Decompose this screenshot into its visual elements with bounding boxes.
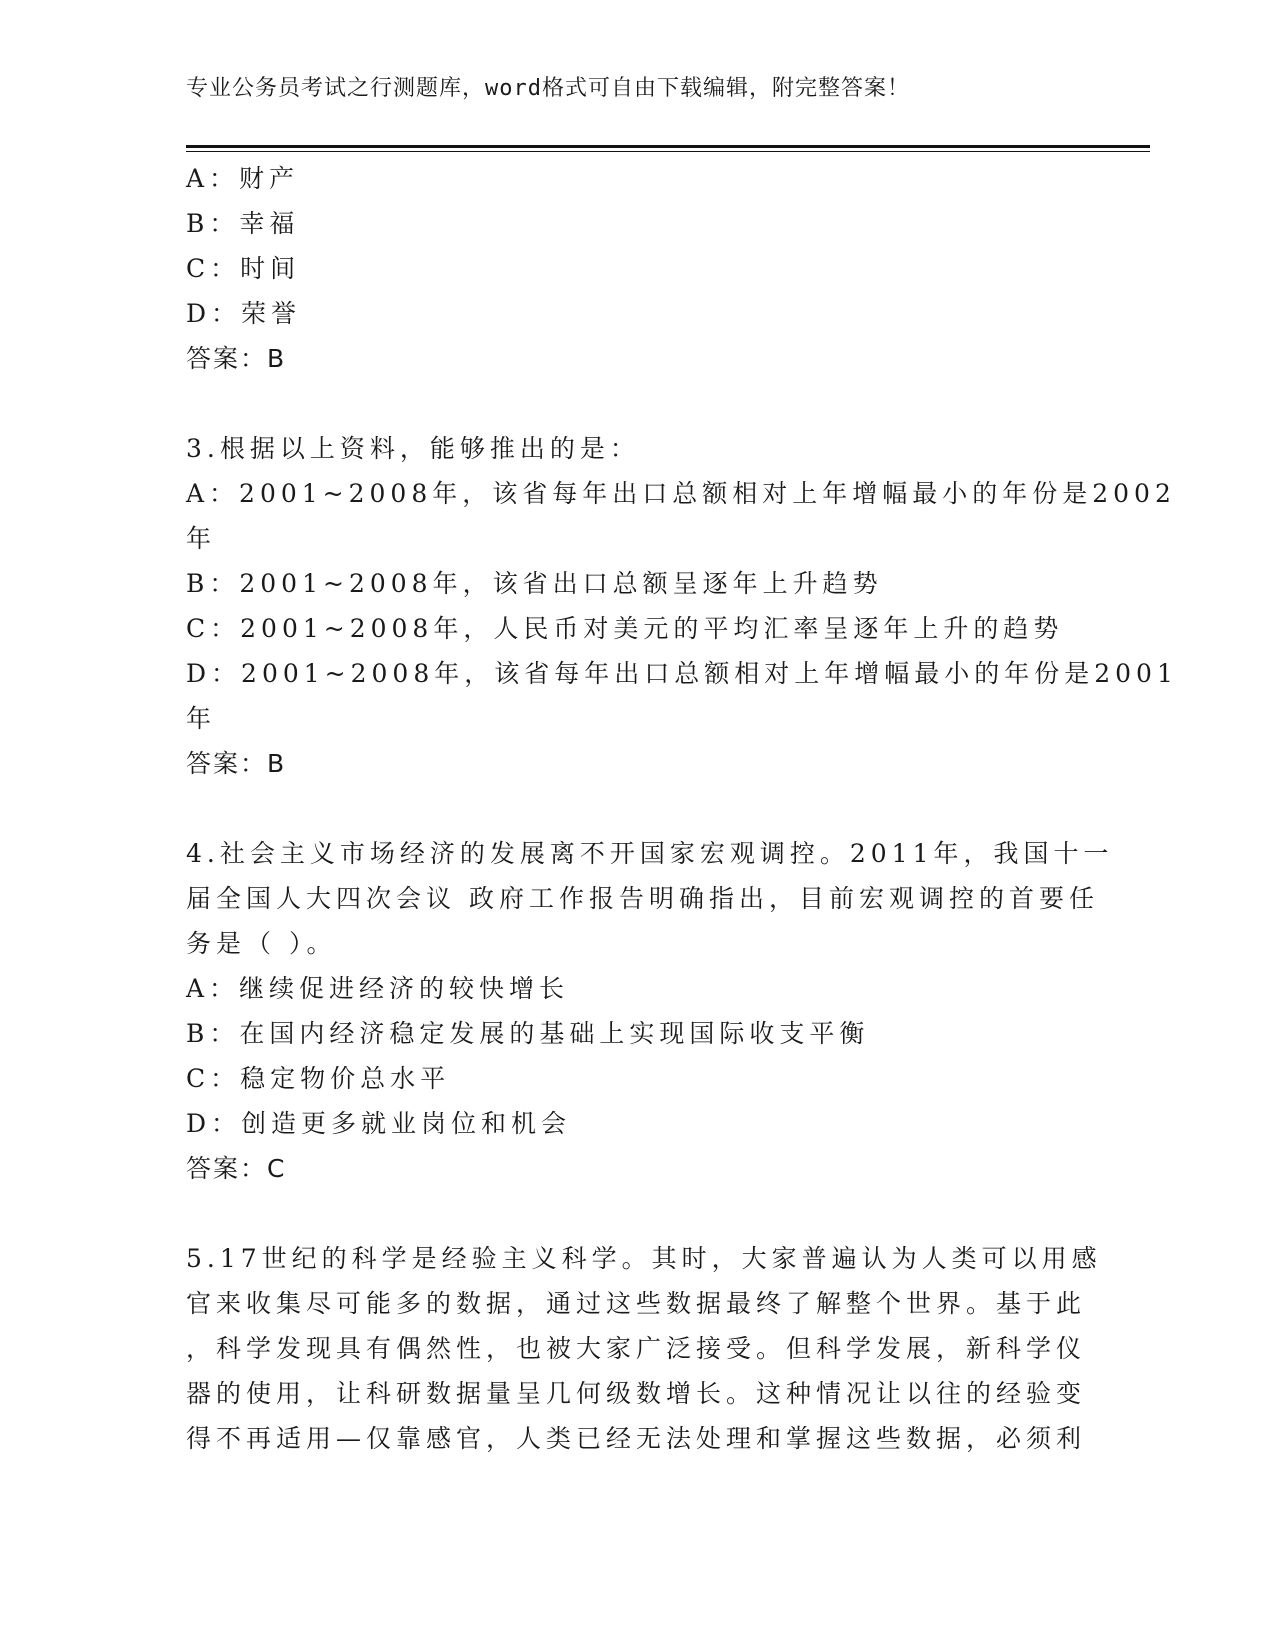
spacer — [186, 786, 1086, 831]
spacer — [186, 381, 1086, 426]
option-b: B：在国内经济稳定发展的基础上实现国际收支平衡 — [186, 1019, 870, 1048]
question-stem: 官来收集尽可能多的数据，通过这些数据最终了解整个世界。基于此 — [186, 1289, 1087, 1318]
answer-line: 答案：B — [186, 749, 287, 778]
option-d: D：2001~2008年，该省每年出口总额相对上年增幅最小的年份是2001 — [186, 659, 1178, 688]
question-block — [186, 156, 1086, 381]
answer-line: 答案：B — [186, 344, 287, 373]
option-a: A：继续促进经济的较快增长 — [186, 974, 570, 1003]
header-rule-thin — [186, 151, 1150, 152]
question-list — [186, 156, 1178, 1461]
option-d: D：荣誉 — [186, 299, 302, 328]
question-stem: 5.17世纪的科学是经验主义科学。其时，大家普遍认为人类可以用感 — [186, 1244, 1102, 1273]
option-c: C：2001~2008年，人民币对美元的平均汇率呈逐年上升的趋势 — [186, 614, 1064, 643]
question-stem: ，科学发现具有偶然性，也被大家广泛接受。但科学发展，新科学仪 — [186, 1334, 1087, 1363]
option-b: B：2001~2008年，该省出口总额呈逐年上升趋势 — [186, 569, 883, 598]
question-block — [186, 1236, 1102, 1461]
option-d: D：创造更多就业岗位和机会 — [186, 1109, 572, 1138]
question-block — [186, 426, 1178, 786]
question-stem: 得不再适用—仅靠感官，人类已经无法处理和掌握这些数据，必须利 — [186, 1424, 1087, 1453]
question-stem: 务是（ ）。 — [186, 929, 337, 958]
option-c: C：稳定物价总水平 — [186, 1064, 451, 1093]
header-rule-thick — [186, 145, 1150, 148]
question-block — [186, 831, 1114, 1191]
spacer — [186, 1191, 1086, 1236]
option-b: B：幸福 — [186, 209, 300, 238]
answer-line: 答案：C — [186, 1154, 287, 1183]
question-stem: 3.根据以上资料，能够推出的是： — [186, 434, 640, 463]
option-a: A：财产 — [186, 164, 300, 193]
option-d-wrap: 年 — [186, 704, 217, 733]
question-stem: 届全国人大四次会议 政府工作报告明确指出，目前宏观调控的首要任 — [186, 884, 1099, 913]
option-a: A：2001~2008年，该省每年出口总额相对上年增幅最小的年份是2002 — [186, 479, 1176, 508]
option-a-wrap: 年 — [186, 524, 217, 553]
option-c: C：时间 — [186, 254, 301, 283]
page-header: 专业公务员考试之行测题库，word格式可自由下载编辑，附完整答案！ — [186, 76, 910, 101]
question-stem: 器的使用，让科研数据量呈几何级数增长。这种情况让以往的经验变 — [186, 1379, 1087, 1408]
question-stem: 4.社会主义市场经济的发展离不开国家宏观调控。2011年，我国十一 — [186, 839, 1114, 868]
